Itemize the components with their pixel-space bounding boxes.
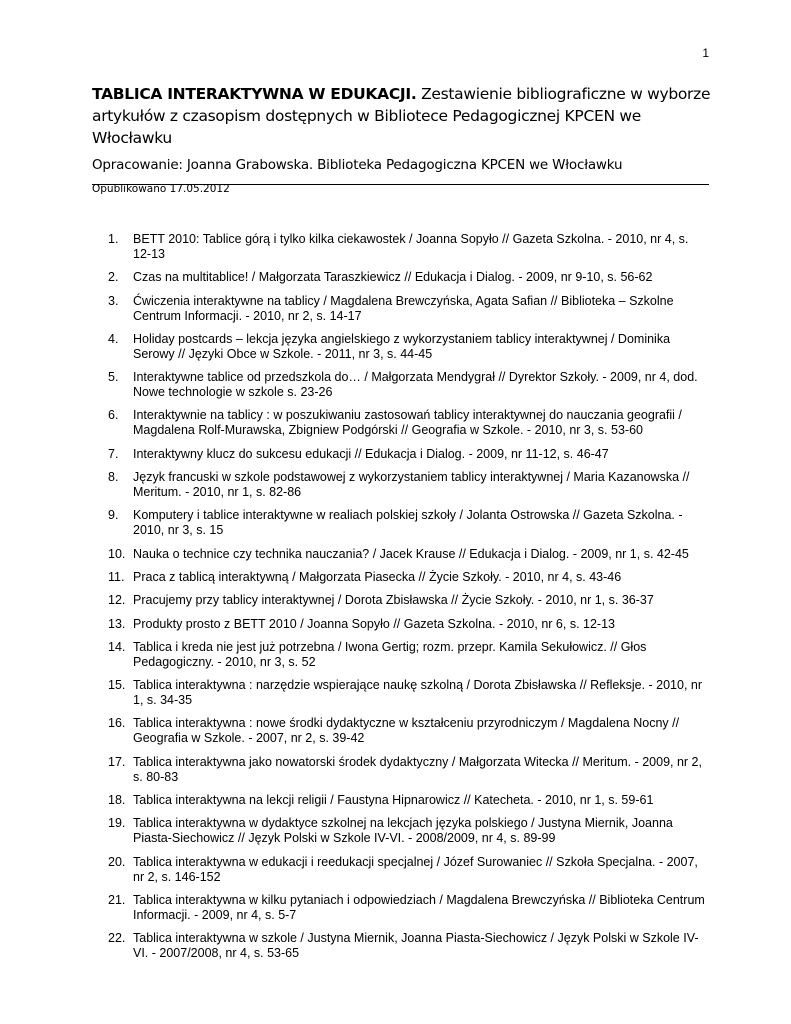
list-item [108,270,708,285]
entry-text: Komputery i tablice interaktywne w realiach polskiej szkoły / Jolanta Ostrowska // Gazeta Szkolna. - 2010, nr 3, s. 15 [133,508,683,538]
list-item [108,931,708,961]
document-title [92,83,712,149]
compiled-by: Opracowanie: Joanna Grabowska. Biblioteka Pedagogiczna KPCEN we Włocławku [92,157,623,173]
entry-text: Tablica interaktywna : narzędzie wspierające naukę szkolną / Dorota Zbisławska // Refleksje. - 2010, nr 1, s. 34-35 [133,678,703,708]
entry-number: 1. [108,232,119,246]
entry-number: 8. [108,470,119,485]
list-item [108,640,708,670]
entry-text: Tablica interaktywna na lekcji religii / Faustyna Hipnarowicz // Katecheta. - 2010, nr 1, s. 59-61 [133,793,654,808]
list-item [108,232,708,262]
entry-number: 3. [108,293,119,308]
list-item [108,716,708,746]
entry-number: 13. [108,616,126,631]
list-item [108,793,708,808]
entry-number: 6. [108,408,119,423]
entry-text: Tablica interaktywna w szkole / Justyna Miernik, Joanna Piasta-Siechowicz / Język Polski w Szkole IV-VI. - 2007/2008, nr 4, s. 53-65 [133,931,699,961]
list-item [108,855,708,885]
entry-text: Nauka o technice czy technika nauczania? / Jacek Krause // Edukacja i Dialog. - 2009, nr 1, s. 42-45 [133,546,689,561]
entry-text: Pracujemy przy tablicy interaktywnej / Dorota Zbisławska // Życie Szkoły. - 2010, nr 1, s. 36-37 [133,593,654,608]
entry-number: 20. [108,854,126,869]
entry-number: 12. [108,593,126,608]
entry-text: BETT 2010: Tablice górą i tylko kilka ciekawostek / Joanna Sopyło // Gazeta Szkolna. - 2010, nr 4, s. 12-13 [133,232,689,261]
entry-number: 19. [108,816,126,831]
entry-number: 4. [108,331,119,346]
entry-number: 10. [108,546,126,561]
bibliography-list [108,232,708,970]
entry-number: 18. [108,793,126,808]
list-item [108,570,708,585]
entry-text: Język francuski w szkole podstawowej z wykorzystaniem tablicy interaktywnej / Maria Kazanowska // Meritum. - 2010, nr 1, s. 82-86 [133,470,690,500]
list-item [108,755,708,785]
entry-text: Ćwiczenia interaktywne na tablicy / Magdalena Brewczyńska, Agata Safian // Biblioteka – Szkolne Centrum Informacji. - 2010, nr 2, s. 14-17 [133,293,674,323]
list-item [108,816,708,846]
entry-text: Tablica i kreda nie jest już potrzebna / Iwona Gertig; rozm. przepr. Kamila Sekułowicz. // Głos Pedagogiczny. - 2010, nr 3, s. 52 [133,639,647,669]
entry-number: 2. [108,270,119,285]
entry-number: 21. [108,892,126,907]
entry-text: Tablica interaktywna jako nowatorski środek dydaktyczny / Małgorzata Witecka // Meritum. - 2009, nr 2, s. 80-83 [133,754,702,784]
entry-number: 5. [108,370,119,385]
entry-text: Produkty prosto z BETT 2010 / Joanna Sopyło // Gazeta Szkolna. - 2010, nr 6, s. 12-13 [133,616,615,631]
entry-text: Interaktywne tablice od przedszkola do… / Małgorzata Mendygrał // Dyrektor Szkoły. - 2009, nr 4, dod. Nowe technologie w szkole s. 23-26 [133,370,698,400]
list-item [108,370,708,400]
entry-text: Holiday postcards – lekcja języka angielskiego z wykorzystaniem tablicy interaktywnej / Dominika Serowy // Języki Obce w Szkole. - 2011, nr 3, s. 44-45 [133,331,671,361]
entry-text: Tablica interaktywna : nowe środki dydaktyczne w kształceniu przyrodniczym / Magdalena Nocny // Geografia w Szkole. - 2007, nr 2, s. 39-42 [133,716,680,746]
entry-number: 14. [108,639,126,654]
entry-number: 15. [108,678,126,693]
header-divider [92,184,709,185]
entry-text: Tablica interaktywna w edukacji i reedukacji specjalnej / Józef Surowaniec // Szkoła Specjalna. - 2007, nr 2, s. 146-152 [133,854,698,884]
document-header [92,83,712,195]
page-number: 1 [702,46,709,60]
list-item [108,617,708,632]
entry-text: Interaktywnie na tablicy : w poszukiwaniu zastosowań tablicy interaktywnej do nauczania geografii / Magdalena Rolf-Murawska, Zbigniew Podgórski // Geografia w Szkole. - 2010, nr 3, s. 53-60 [133,408,682,438]
title-bold: TABLICA INTERAKTYWNA W EDUKACJI. [92,85,417,103]
entry-text: Tablica interaktywna w dydaktyce szkolnej na lekcjach języka polskiego / Justyna Miernik, Joanna Piasta-Siechowicz // Język Polski w Szkole IV-VI. - 2008/2009, nr 4, s. 89-99 [133,816,673,846]
entry-number: 22. [108,931,126,946]
list-item [108,593,708,608]
list-item [108,408,708,438]
entry-number: 11. [108,569,125,584]
list-item [108,547,708,562]
list-item [108,294,708,324]
published-date: Opublikowano 17.05.2012 [92,183,230,195]
entry-number: 7. [108,446,119,461]
entry-number: 17. [108,754,126,769]
list-item [108,332,708,362]
entry-number: 16. [108,716,126,731]
list-item [108,447,708,462]
list-item [108,508,708,538]
entry-text: Czas na multitablice! / Małgorzata Taraszkiewicz // Edukacja i Dialog. - 2009, nr 9-10, s. 56-62 [133,270,653,285]
list-item [108,893,708,923]
entry-text: Interaktywny klucz do sukcesu edukacji // Edukacja i Dialog. - 2009, nr 11-12, s. 46-47 [133,446,609,461]
list-item [108,470,708,500]
entry-text: Praca z tablicą interaktywną / Małgorzata Piasecka // Życie Szkoły. - 2010, nr 4, s. 43-46 [133,569,622,584]
entry-number: 9. [108,508,119,523]
entry-text: Tablica interaktywna w kilku pytaniach i odpowiedziach / Magdalena Brewczyńska // Biblioteka Centrum Informacji. - 2009, nr 4, s. 5-7 [133,892,705,922]
list-item [108,678,708,708]
title-rest: Zestawienie bibliograficzne w wyborze artykułów z czasopism dostępnych w Bibliotece Pedagogicznej KPCEN we Włocławku [92,85,711,147]
